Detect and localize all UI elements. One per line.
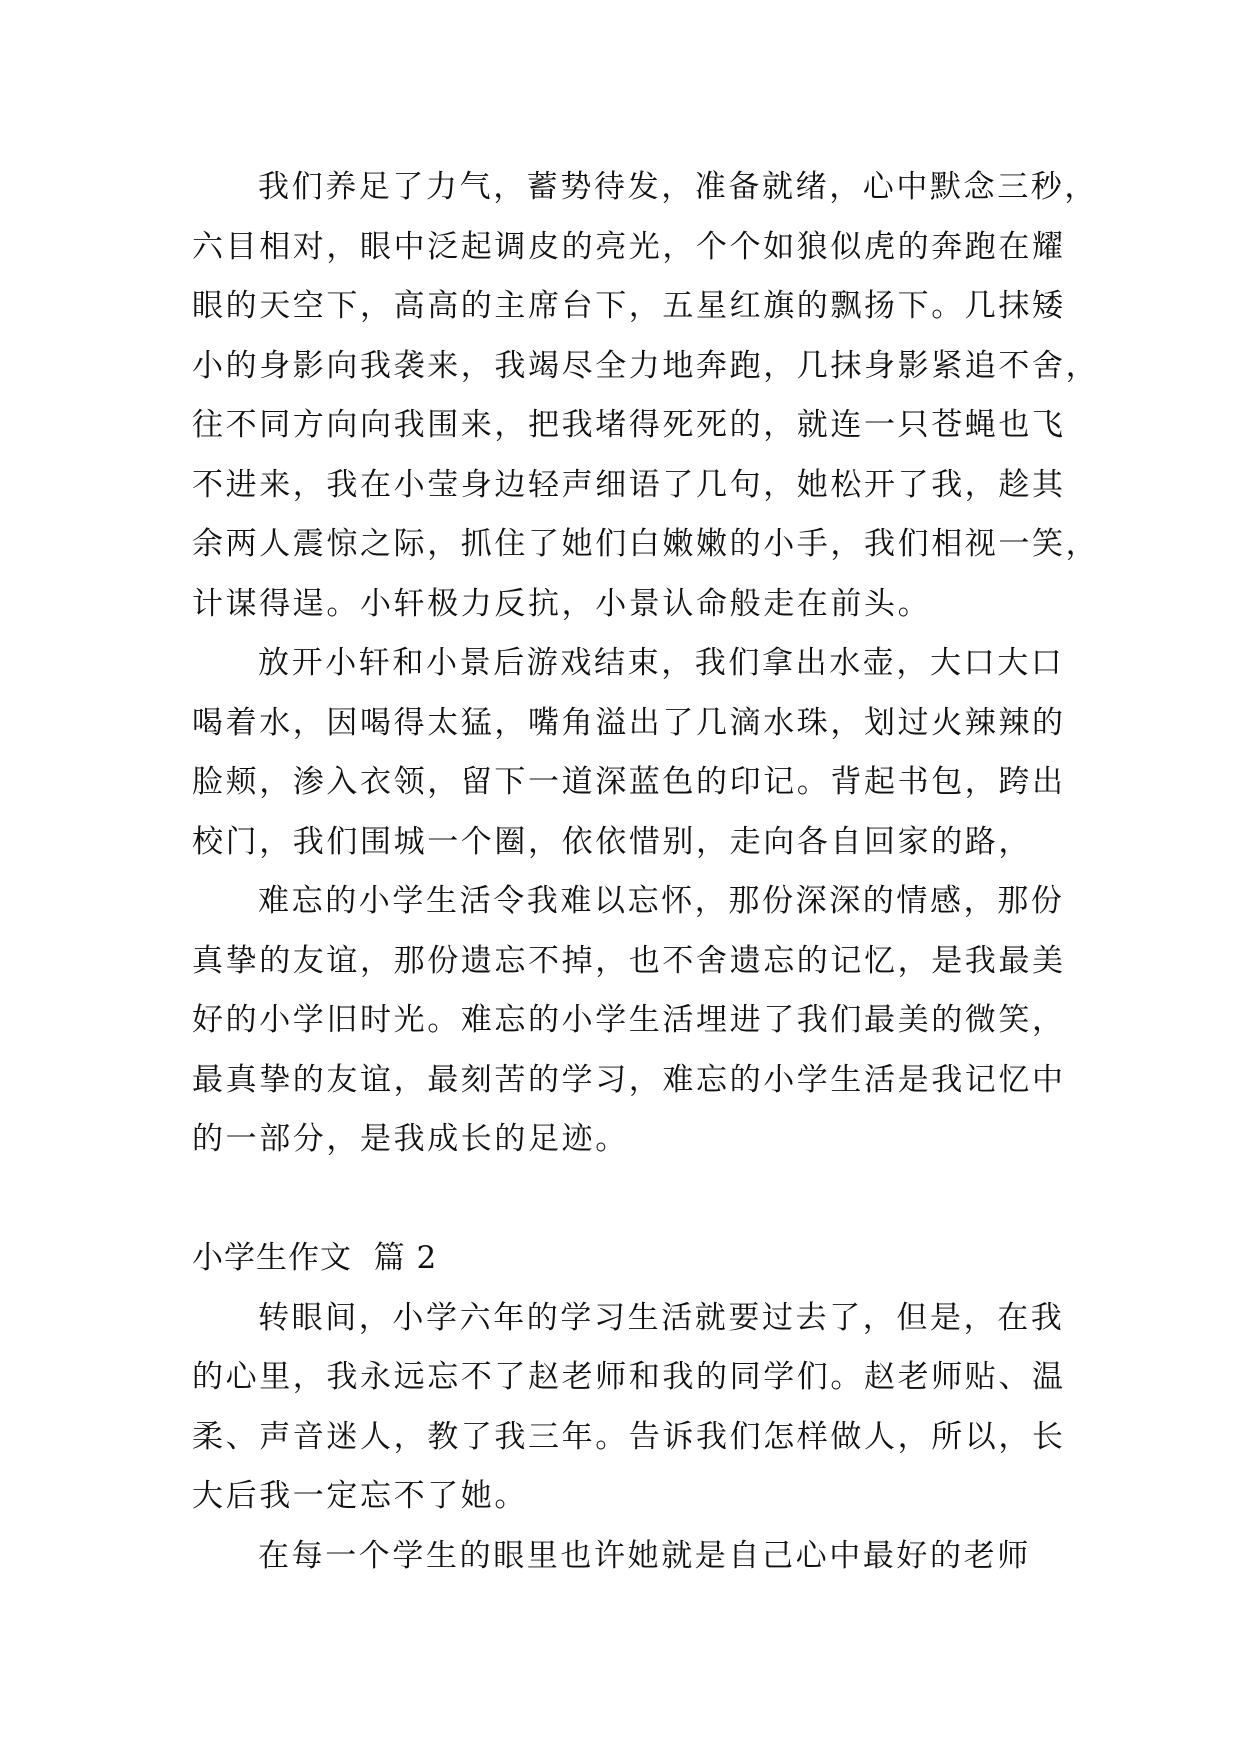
text-line: 脸颊，渗入衣领，留下一道深蓝色的印记。背起书包，跨出 [192, 764, 1066, 800]
blank-line [192, 1170, 1062, 1230]
text-line: 大后我一定忘不了她。 [192, 1478, 528, 1514]
text-line: 转眼间，小学六年的学习生活就要过去了，但是，在我 [258, 1299, 1065, 1336]
text-line: 小的身影向我袭来，我竭尽全力地奔跑，几抹身影紧追不舍， [192, 347, 1100, 384]
text-line: 不进来，我在小莹身边轻声细语了几句，她松开了我，趁其 [192, 466, 1066, 503]
paragraph-1 [192, 158, 1100, 634]
text-line: 的一部分，是我成长的足迹。 [192, 1121, 629, 1157]
text-line: 放开小轩和小景后游戏结束，我们拿出水壶，大口大口 [258, 645, 1065, 681]
text-line: 校门，我们围城一个圈，依依惜别，走向各自回家的路， [192, 823, 1032, 860]
text-line: 好的小学旧时光。难忘的小学生活埋进了我们最美的微笑， [192, 1002, 1066, 1038]
text-line: 余两人震惊之际，抓住了她们白嫩嫩的小手，我们相视一笑， [192, 526, 1100, 562]
paragraph-2 [192, 634, 1066, 872]
paragraph-5 [192, 1527, 1062, 1587]
text-line: 柔、声音迷人，教了我三年。告诉我们怎样做人，所以，长 [192, 1418, 1066, 1455]
paragraph-3 [192, 872, 1066, 1170]
section-title: 小学生作文 篇 2 [192, 1240, 438, 1276]
text-line: 喝着水，因喝得太猛，嘴角溢出了几滴水珠，划过火辣辣的 [192, 704, 1066, 741]
text-line: 计谋得逞。小轩极力反抗，小景认命般走在前头。 [192, 585, 932, 622]
text-line: 往不同方向向我围来，把我堵得死死的，就连一只苍蝇也飞 [192, 407, 1066, 443]
paragraph-4 [192, 1289, 1066, 1527]
text-line: 六目相对，眼中泛起调皮的亮光，个个如狼似虎的奔跑在耀 [192, 228, 1066, 265]
text-line: 眼的天空下，高高的主席台下，五星红旗的飘扬下。几抹矮 [192, 288, 1066, 324]
essay-text [192, 158, 1100, 1586]
text-line: 在每一个学生的眼里也许她就是自己心中最好的老师 [258, 1537, 1031, 1574]
text-line: 真挚的友谊，那份遗忘不掉，也不舍遗忘的记忆，是我最美 [192, 942, 1066, 979]
text-line: 的心里，我永远忘不了赵老师和我的同学们。赵老师贴、温 [192, 1359, 1066, 1395]
text-line: 难忘的小学生活令我难以忘怀，那份深深的情感，那份 [258, 883, 1065, 919]
text-line: 我们养足了力气，蓄势待发，准备就绪，心中默念三秒， [258, 169, 1098, 205]
text-line: 最真挚的友谊，最刻苦的学习，难忘的小学生活是我记忆中 [192, 1061, 1066, 1098]
